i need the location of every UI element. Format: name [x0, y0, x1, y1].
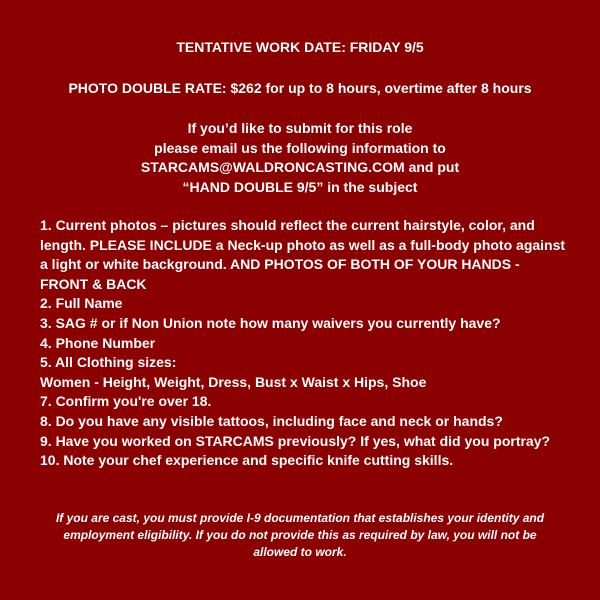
- pay-rate-line: PHOTO DOUBLE RATE: $262 for up to 8 hours, overtime after 8 hours: [68, 80, 532, 96]
- requirement-item: 5. All Clothing sizes:: [40, 354, 177, 371]
- requirement-item: 8. Do you have any visible tattoos, including face and neck or hands?: [40, 412, 503, 429]
- i9-disclaimer: If you are cast, you must provide I-9 documentation that establishes your identity and employment eligibility. If you do not provide this as required by law, you will not be allowed to work.: [55, 511, 545, 559]
- requirements-list: [40, 216, 570, 471]
- requirement-item: 4. Phone Number: [40, 334, 156, 351]
- requirement-item: 3. SAG # or if Non Union note how many waivers you currently have?: [40, 314, 501, 331]
- requirement-item: 7. Confirm you're over 18.: [40, 393, 212, 410]
- requirement-item: 2. Full Name: [40, 295, 123, 312]
- requirement-item: 1. Current photos – pictures should reflect the current hairstyle, color, and length. PLEASE INCLUDE a Neck-up photo as well as a full-body photo against a light or white background. AND PHOTOS OF BOTH OF YOUR HANDS - FRONT & BACK: [40, 217, 566, 292]
- submission-instructions: If you’d like to submit for this role please email us the following information to STARCAMS@WALDRONCASTING.COM and put “HAND DOUBLE 9/5” in the subject: [140, 120, 460, 195]
- requirement-item: 9. Have you worked on STARCAMS previously? If yes, what did you portray?: [40, 432, 551, 449]
- work-date-heading: TENTATIVE WORK DATE: FRIDAY 9/5: [176, 39, 424, 55]
- requirement-item: 10. Note your chef experience and specific knife cutting skills.: [40, 452, 454, 469]
- requirement-item: Women - Height, Weight, Dress, Bust x Waist x Hips, Shoe: [40, 373, 427, 390]
